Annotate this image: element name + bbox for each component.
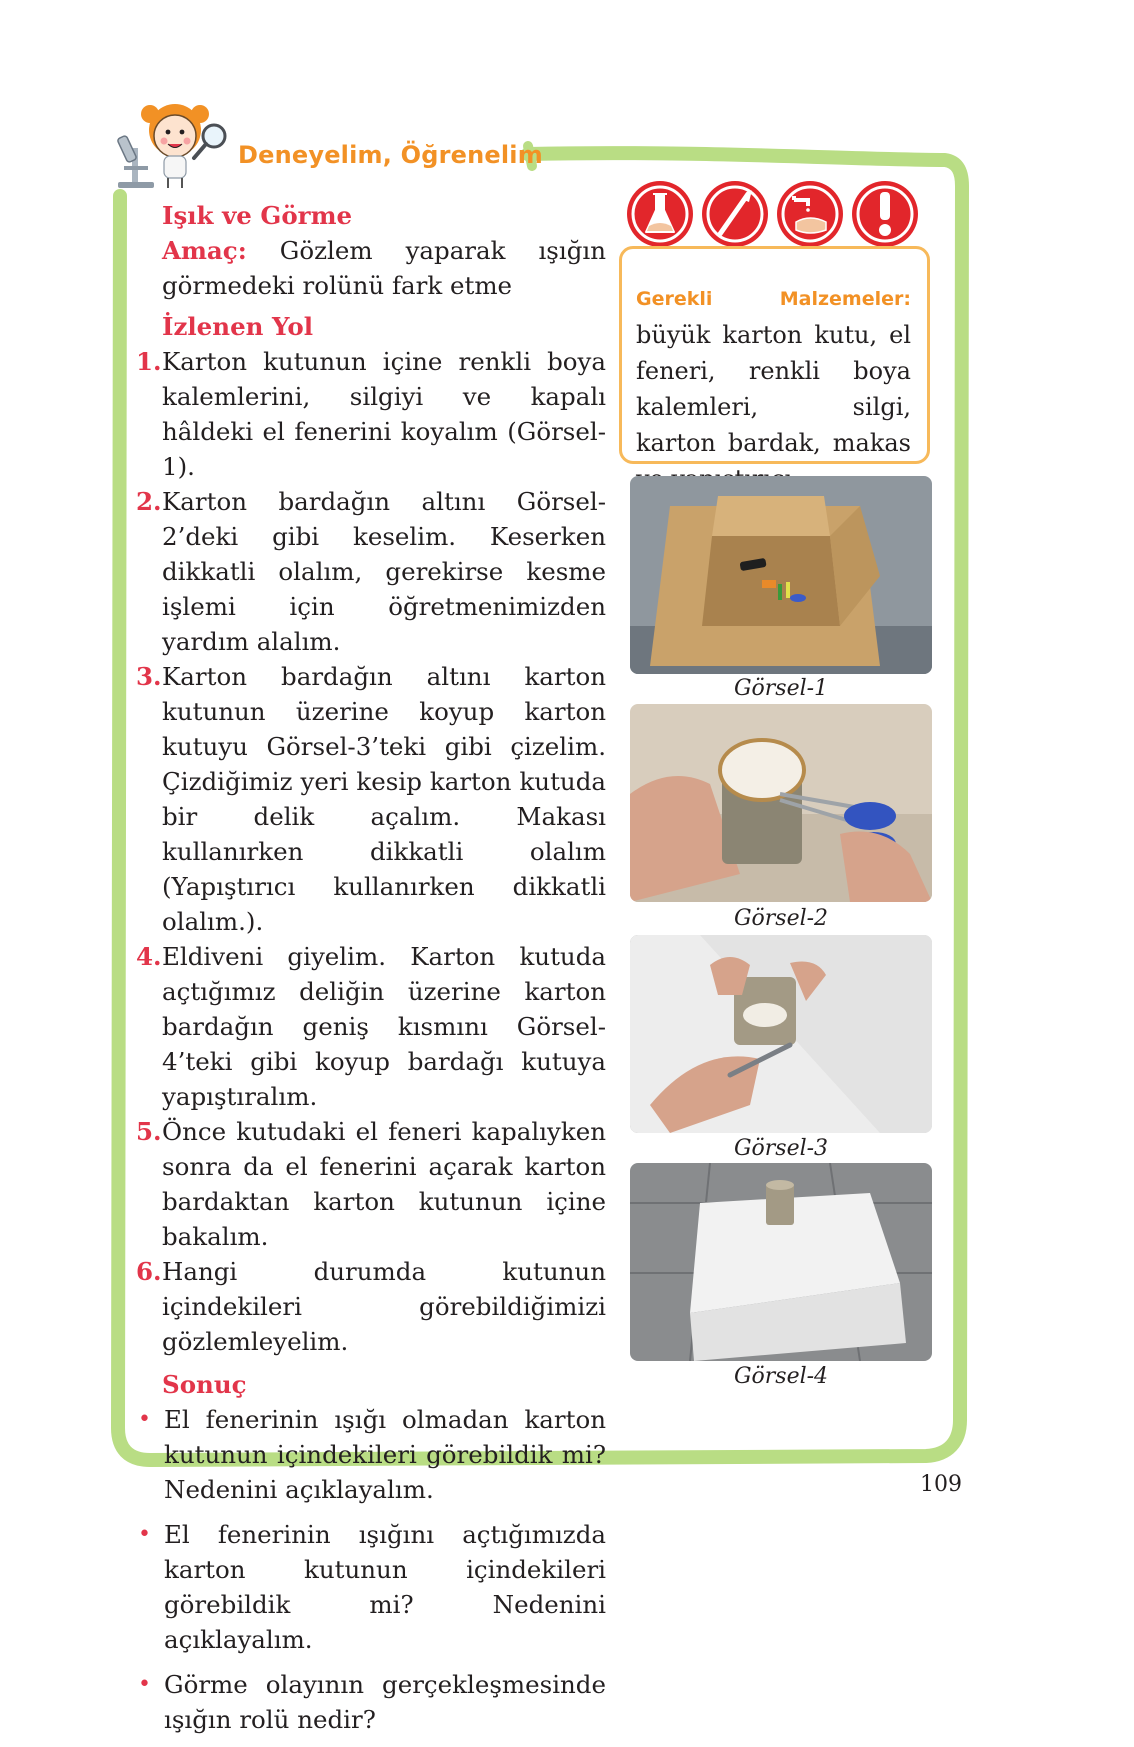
- procedure-step: [136, 659, 606, 939]
- scalpel-icon: [702, 181, 768, 247]
- step-text: Hangi durumda kutunun içindekileri görebildiğimizi gözlemleyelim.: [162, 1257, 606, 1356]
- step-text: Önce kutudaki el feneri kapalıyken sonra da el fenerini açarak karton bardaktan karton kutunun içine bakalım.: [162, 1117, 606, 1251]
- flask-icon: [627, 181, 693, 247]
- materials-text: büyük karton kutu, el feneri, renkli boya kalemleri, silgi, karton bardak, makas: [636, 321, 911, 457]
- question-item: [136, 1402, 606, 1507]
- procedure-step: [136, 939, 606, 1114]
- aim-text: Gözlem yaparak ışığın görmedeki rolünü fark etme: [162, 236, 606, 300]
- step-text: Karton bardağın altını karton kutunun üzerine koyup karton kutuyu Görsel-3’teki gibi çizelim. Çizdiğimiz yeri kesip karton kutuda bir delik açalım. Makası kullanırken dikkatli olalım (Yapıştırıcı kullanırken dikkatli olalım.).: [162, 662, 606, 936]
- procedure-step: [136, 344, 606, 484]
- page-number: 109: [920, 1472, 962, 1497]
- question-item: [136, 1667, 606, 1737]
- procedure-title: İzlenen Yol: [162, 312, 314, 341]
- question-item: [136, 1517, 606, 1657]
- photo-caption: Görsel-2: [733, 906, 829, 931]
- bullet-point: •: [138, 1672, 151, 1697]
- procedure-step: [136, 484, 606, 659]
- materials-label: Gerekli Malzemeler:: [636, 288, 911, 310]
- photo-box-with-items: [630, 476, 932, 674]
- photo-caption: Görsel-1: [733, 676, 829, 701]
- photo-box-with-cup: [630, 1163, 932, 1361]
- safety-icons-row: [622, 180, 922, 252]
- procedure-step: [136, 1254, 606, 1359]
- step-number: 5.: [136, 1117, 162, 1146]
- step-text: Eldiveni giyelim. Karton kutuda açtığımız deliğin üzerine karton bardağın geniş kısmını Görsel-4’teki gibi koyup bardağı kutuya yapıştıralım.: [162, 942, 606, 1111]
- microscope-icon: [117, 135, 154, 188]
- procedure-step: [136, 1114, 606, 1254]
- hand-washing-icon: [777, 181, 843, 247]
- step-number: 6.: [136, 1257, 162, 1286]
- bullet-point: •: [138, 1407, 151, 1432]
- mascot-girl-illustration: [108, 96, 238, 196]
- aim-paragraph: [162, 233, 606, 303]
- materials-box: [619, 246, 930, 464]
- photo-caption: Görsel-4: [733, 1364, 829, 1389]
- photo-tracing-cup: [630, 935, 932, 1133]
- photo-caption: Görsel-3: [733, 1136, 829, 1161]
- step-text: Karton bardağın altını Görsel-2’deki gibi keselim. Keserken dikkatli olalım, gerekirse kesme işlemi için öğretmenimizden yardım alalım.: [162, 487, 606, 656]
- activity-title: Işık ve Görme: [162, 201, 353, 230]
- step-number: 2.: [136, 487, 162, 516]
- section-title: Deneyelim, Öğrenelim: [238, 141, 543, 169]
- step-number: 4.: [136, 942, 162, 971]
- photo-cutting-cup: [630, 704, 932, 902]
- step-text: Karton kutunun içine renkli boya kalemlerini, silgiyi ve kapalı hâldeki el fenerini koyalım (Görsel-1).: [162, 347, 606, 481]
- result-title: Sonuç: [162, 1370, 247, 1399]
- bullet-point: •: [138, 1522, 151, 1547]
- aim-label: Amaç:: [162, 236, 247, 265]
- question-text: El fenerinin ışığı olmadan karton kutunun içindekileri görebildik mi? Nedenini açıklayalım.: [164, 1405, 606, 1504]
- question-text: El fenerinin ışığını açtığımızda karton kutunun içindekileri görebildik mi? Nedenini açıklayalım.: [164, 1520, 606, 1654]
- step-number: 1.: [136, 347, 162, 376]
- step-number: 3.: [136, 662, 162, 691]
- question-text: Görme olayının gerçekleşmesinde ışığın rolü nedir?: [164, 1670, 606, 1734]
- activity-text-column: [136, 198, 606, 1747]
- warning-icon: [852, 181, 918, 247]
